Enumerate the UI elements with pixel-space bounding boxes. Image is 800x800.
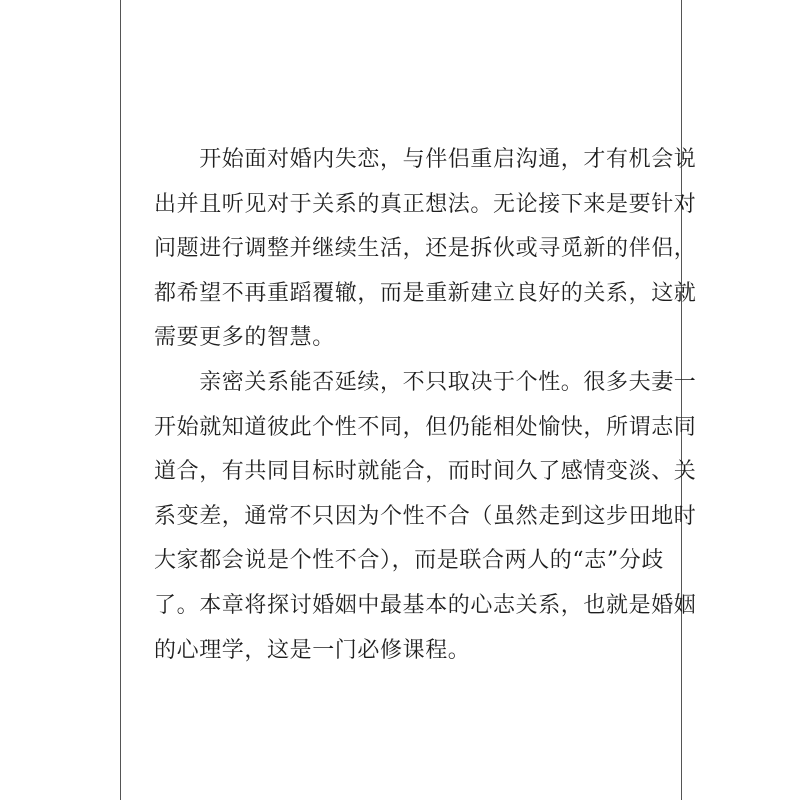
text-line: 了。本章将探讨婚姻中最基本的心志关系，也就是婚姻: [154, 592, 697, 618]
text-line: 都希望不再重蹈覆辙，而是重新建立良好的关系，这就: [154, 280, 697, 306]
text-line: 亲密关系能否延续，不只取决于个性。很多夫妻一: [154, 369, 697, 395]
text-line: 大家都会说是个性不合），而是联合两人的“志”分歧: [154, 548, 664, 574]
paragraph: [154, 138, 697, 361]
text-line: 出并且听见对于关系的真正想法。无论接下来是要针对: [154, 191, 697, 217]
book-page: [120, 0, 697, 800]
text-line: 需要更多的智慧。: [154, 325, 335, 351]
text-line: 系变差，通常不只因为个性不合（虽然走到这步田地时: [154, 503, 697, 529]
text-line: 的心理学，这是一门必修课程。: [154, 637, 471, 663]
body-text: [154, 138, 697, 673]
paragraph: [154, 361, 697, 673]
text-line: 道合，有共同目标时就能合，而时间久了感情变淡、关: [154, 459, 697, 485]
text-line: 开始面对婚内失恋，与伴侣重启沟通，才有机会说: [154, 147, 697, 172]
text-line: 问题进行调整并继续生活，还是拆伙或寻觅新的伴侣，: [154, 236, 697, 262]
text-line: 开始就知道彼此个性不同，但仍能相处愉快，所谓志同: [154, 414, 697, 440]
